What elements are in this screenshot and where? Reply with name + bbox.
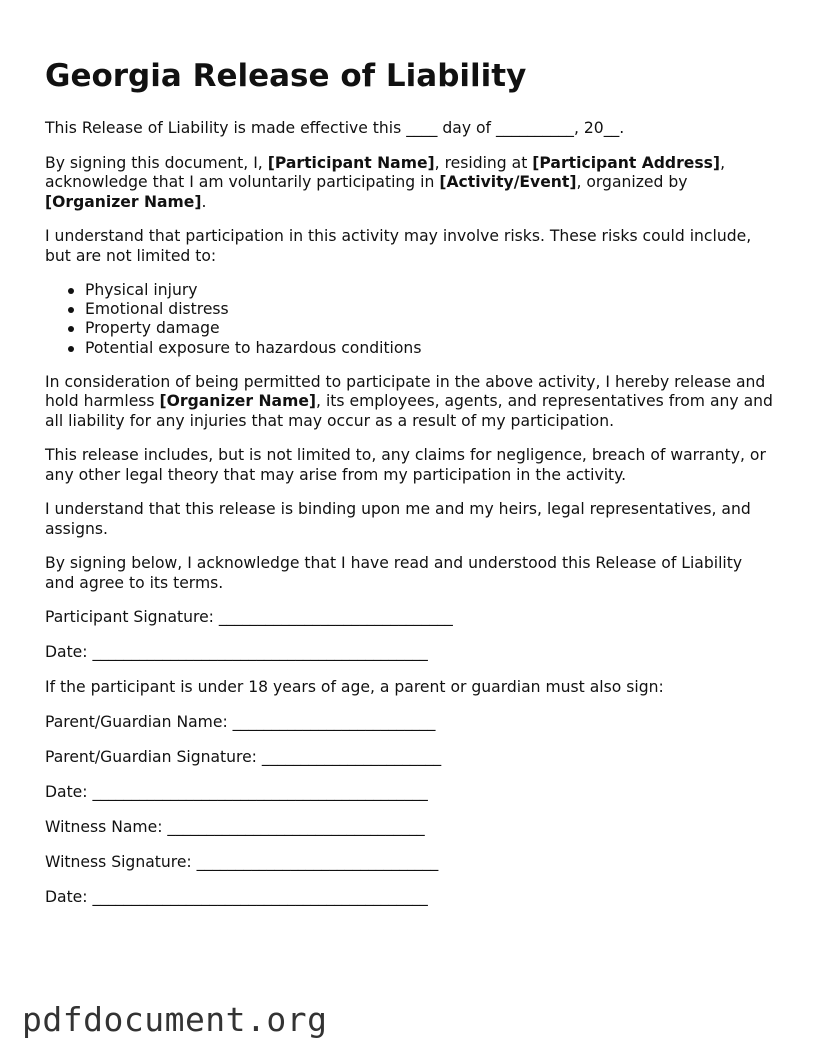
release-paragraph: [45, 373, 775, 432]
participant-address-placeholder: [Participant Address]: [532, 153, 721, 172]
claims-paragraph: This release includes, but is not limited to, any claims for negligence, breach of warranty, or any other legal theory that may arise from my participation in the activity.: [45, 446, 766, 484]
list-item: Physical injury: [85, 281, 775, 300]
participant-name-placeholder: [Participant Name]: [267, 153, 435, 172]
guardian-date-field[interactable]: Date: ___________________________________________: [45, 783, 428, 802]
binding-paragraph: I understand that this release is binding upon me and my heirs, legal representatives, and assigns.: [45, 500, 751, 538]
document-page: [45, 55, 775, 923]
minor-note: If the participant is under 18 years of age, a parent or guardian must also sign:: [45, 678, 664, 697]
effective-date-paragraph: This Release of Liability is made effective this ____ day of __________, 20__.: [45, 119, 625, 137]
document-title: Georgia Release of Liability: [45, 58, 527, 94]
guardian-signature-field[interactable]: Parent/Guardian Signature: _______________________: [45, 748, 442, 767]
list-item: Property damage: [85, 319, 775, 338]
organizer-placeholder: [Organizer Name]: [45, 192, 202, 211]
intro-text-4: , organized by: [576, 173, 688, 191]
release-text-2: , its employees, agents, and representatives from any and all liability for any injuries that may occur as a result of my participation.: [45, 392, 773, 430]
footer-watermark: pdfdocument.org: [22, 1000, 328, 1039]
risks-intro-paragraph: I understand that participation in this activity may involve risks. These risks could include, but are not limited to:: [45, 227, 752, 265]
intro-paragraph: [45, 154, 775, 213]
intro-text-2: , residing at: [434, 153, 533, 172]
witness-signature-field[interactable]: Witness Signature: _______________________________: [45, 853, 439, 872]
risks-list: [45, 281, 775, 358]
acknowledge-paragraph: By signing below, I acknowledge that I have read and understood this Release of Liability and agree to its terms.: [45, 554, 743, 592]
witness-name-field[interactable]: Witness Name: _________________________________: [45, 818, 425, 837]
intro-text-3: , acknowledge that I am voluntarily participating in: [45, 153, 726, 191]
list-item: Emotional distress: [85, 300, 775, 319]
witness-date-field[interactable]: Date: ___________________________________________: [45, 888, 428, 907]
list-item: Potential exposure to hazardous conditions: [85, 339, 775, 358]
release-organizer-placeholder: [Organizer Name]: [159, 392, 317, 411]
release-text-1: In consideration of being permitted to participate in the above activity, I hereby release and hold harmless: [45, 372, 766, 411]
participant-signature-field[interactable]: Participant Signature: ______________________________: [45, 608, 453, 627]
participant-date-field[interactable]: Date: ___________________________________________: [45, 643, 428, 662]
intro-text-5: .: [201, 192, 207, 211]
intro-text-1: By signing this document, I,: [45, 153, 268, 172]
activity-placeholder: [Activity/Event]: [439, 173, 577, 191]
guardian-name-field[interactable]: Parent/Guardian Name: __________________________: [45, 713, 436, 732]
